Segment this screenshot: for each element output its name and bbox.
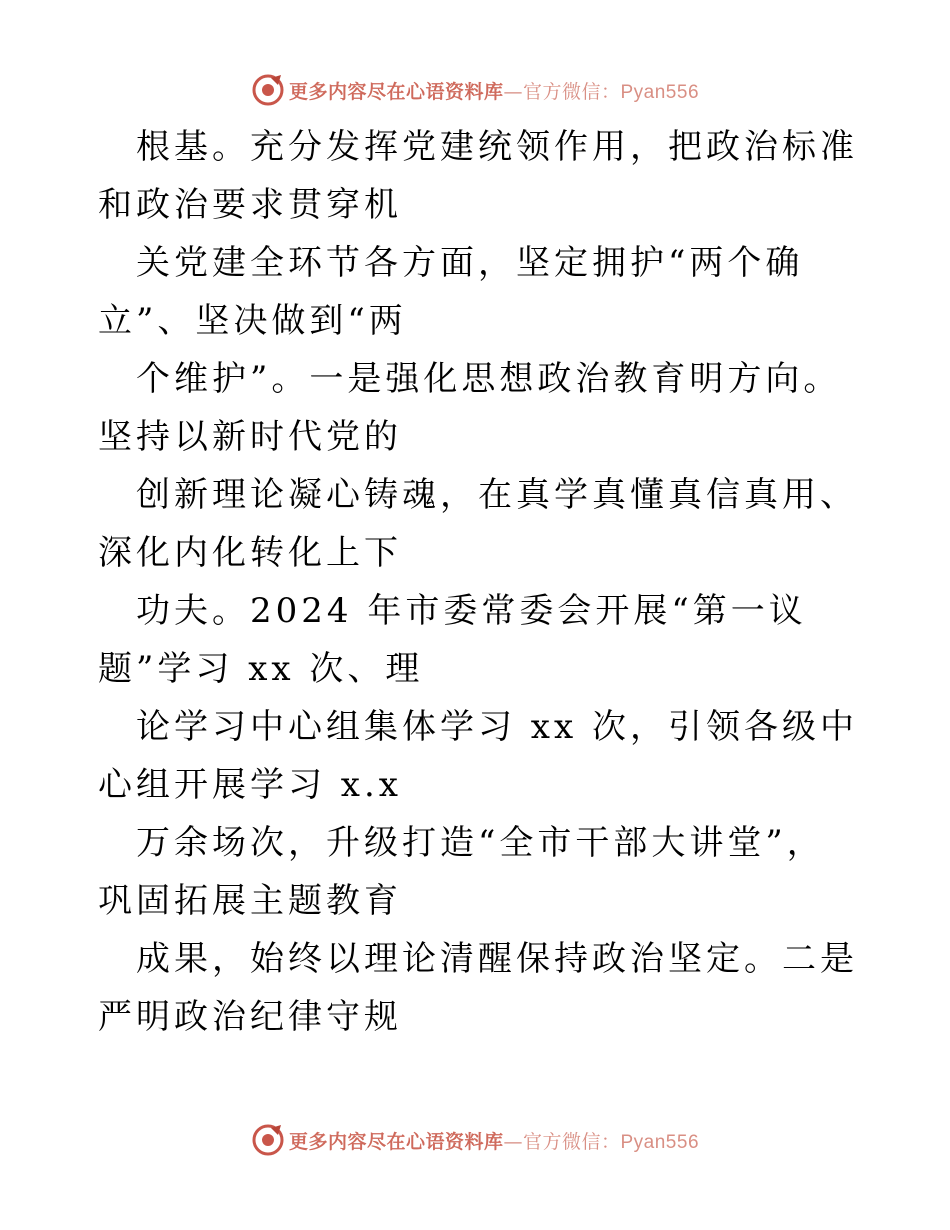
paragraph: 根基。充分发挥党建统领作用，把政治标准和政治要求贯穿机 — [98, 127, 858, 225]
watermark-dash: — — [503, 80, 523, 103]
header-watermark-banner — [0, 70, 950, 110]
paragraph: 创新理论凝心铸魂，在真学真懂真信真用、深化内化转化上下 — [98, 475, 858, 573]
paragraph: 论学习中心组集体学习 xx 次，引领各级中心组开展学习 x.x — [98, 707, 858, 805]
watermark-wechat-label: 官方微信： — [522, 1130, 621, 1153]
watermark-wechat-id: Pyan556 — [620, 81, 700, 103]
document-body — [98, 118, 858, 1046]
paragraph: 万余场次，升级打造“全市干部大讲堂”，巩固拓展主题教育 — [98, 823, 825, 921]
watermark-main: 更多内容尽在心语资料库 — [288, 1130, 504, 1153]
paragraph: 个维护”。一是强化思想政治教育明方向。坚持以新时代党的 — [98, 359, 842, 457]
brand-logo-icon — [251, 1123, 285, 1157]
paragraph: 功夫。2024 年市委常委会开展“第一议题”学习 xx 次、理 — [98, 591, 807, 689]
watermark-wechat-label: 官方微信： — [522, 80, 621, 103]
watermark-main: 更多内容尽在心语资料库 — [288, 80, 504, 103]
watermark-text — [289, 77, 699, 104]
footer-watermark-banner — [0, 1120, 950, 1160]
watermark-wechat-id: Pyan556 — [620, 1131, 700, 1153]
paragraph: 关党建全环节各方面，坚定拥护“两个确立”、坚决做到“两 — [98, 243, 804, 341]
paragraph: 成果，始终以理论清醒保持政治坚定。二是严明政治纪律守规 — [98, 939, 858, 1037]
watermark-text — [289, 1127, 699, 1154]
brand-logo-icon — [251, 73, 285, 107]
watermark-dash: — — [503, 1130, 523, 1153]
